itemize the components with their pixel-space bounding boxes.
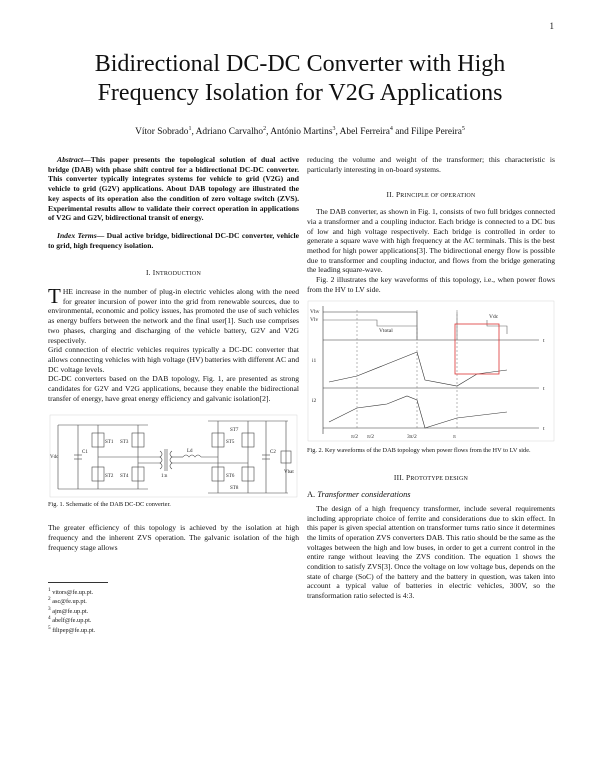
footnote-rule (48, 582, 108, 583)
page-number: 1 (549, 21, 554, 31)
section-heading-prototype: III. PROTOTYPE DESIGN (393, 473, 469, 483)
fig1-label: ST7 (230, 428, 239, 434)
intro-paragraph-3: DC-DC converters based on the DAB topology, Fig. 1, are presented as strong candidates for G2V and V2G applications, because they enable the bidirectional transfer of energy, have great energy efficiency and galvanic isolation[2]. (48, 374, 299, 403)
fig2-axis-label: t (543, 338, 545, 345)
subsection-heading-transformer: A. Transformer considerations (307, 490, 411, 500)
abstract (48, 155, 299, 223)
fig1-label: ST5 (226, 440, 235, 446)
author-list (40, 126, 560, 137)
footnote: $^3$ ajm@fe.up.pt. (48, 605, 89, 615)
drop-cap: T (48, 284, 61, 309)
right-column (307, 155, 555, 601)
fig1-label: Vdc (50, 455, 59, 461)
fig1-label: ST4 (120, 474, 129, 480)
figure-2-waveforms (307, 300, 555, 442)
footnotes (48, 582, 299, 635)
fig2-tick: π/2 (367, 434, 375, 441)
fig1-label: Ld (187, 449, 193, 455)
intro-paragraph-1: THE increase in the number of plug-in electric vehicles along with the need for greater incursion of power into the grid from renewable sources, due to environmental, economic and policy issues, has promoted the use of such vehicles as energy buffers between the network and the final user[1]. Such use comprises two phases, charging and discharging of the vehicle battery, G2V and V2G respectively. (48, 284, 299, 345)
index-terms-text: — Dual active bridge, bidirectional DC-DC converter, vehicle to grid, high frequency isolation. (48, 230, 300, 250)
prototype-paragraph-1: The design of a high frequency transformer, include several requirements including appropriate choice of ferrite and considerations due to skin effect. In this paper is given special attention on transformer turns ratio since it determines the limits of operation ZVS converters DAB. This ratio should be the same as the voltages between the high and low buses, in order to get a current control in the entire range without leaving the ZVS condition. The equation 1 shows the condition to satisfy ZVS[3]. Once the voltage on low voltage bus, depends on the state of charge (SoC) of the battery and the battery in question, was taken into account a typical value of batteries in electric vehicles, 300V, so the transformation ratio selected is 4:3. (307, 503, 555, 601)
author: António Martins (270, 127, 333, 138)
author-separator: , (191, 127, 196, 138)
footnote: $^1$ vitors@fe.up.pt. (48, 586, 94, 596)
section-heading-introduction: I. INTRODUCTION (146, 268, 201, 278)
author-separator: , (266, 127, 271, 138)
author: Vítor Sobrado (135, 127, 189, 138)
author: Abel Ferreira (339, 127, 390, 138)
author: Filipe Pereira (411, 127, 462, 138)
fig2-axis-label: t (543, 426, 545, 433)
fig2-label: Vhv (310, 309, 320, 316)
intro-paragraph-2: Grid connection of electric vehicles requires typically a DC-DC converter that allows connecting vehicles with high voltage (HV) batteries with different AC and DC voltage levels. (48, 345, 299, 374)
fig2-label: Vtotal (379, 328, 393, 335)
footnote: $^2$ asc@fe.up.pt. (48, 596, 87, 606)
figure-1-schematic (48, 413, 299, 499)
fig1-label: Vbat (284, 470, 294, 476)
fig1-label: ST6 (226, 474, 235, 480)
author-mark: 1 (188, 126, 192, 132)
figure-2-caption: Fig. 2. Key waveforms of the DAB topology when power flows from the HV to LV side. (307, 447, 531, 455)
fig1-label: ST3 (120, 440, 129, 446)
fig1-label: ST2 (105, 474, 114, 480)
author-mark: 2 (263, 126, 267, 132)
fig2-tick: 3π/2 (407, 434, 417, 441)
fig2-tick: π/2 (351, 434, 359, 441)
index-terms-label: Index Terms (57, 230, 97, 240)
fig1-label: 1:n (161, 474, 168, 480)
author-mark: 4 (389, 126, 393, 132)
footnote: $^4$ abelf@fe.up.pt. (48, 615, 92, 625)
author-separator: , (335, 127, 340, 138)
fig2-label: Vlv (310, 317, 319, 324)
right-column-head: reducing the volume and weight of the transformer; this characteristic is particularly interesting in on-board systems. (307, 155, 555, 174)
author-mark: 5 (461, 126, 465, 132)
fig2-axis-label: t (543, 386, 545, 393)
fig2-label: i1 (312, 358, 317, 365)
title-line-2: Frequency Isolation for V2G Applications (97, 80, 503, 106)
fig1-label: C2 (270, 450, 276, 456)
title-line-1: Bidirectional DC-DC Converter with High (94, 51, 506, 77)
footnote: $^5$ filipep@fe.up.pt. (48, 624, 96, 634)
abstract-text: —This paper presents the topological solution of dual active bridge (DAB) with phase shift control for a bidirectional DC-DC converter. This converter typically integrates systems for vehicle to grid (V2G) and vehicle to grid (G2V) applications. About DAB topology are illustrated the key aspects of its operation also the condition of zero voltage switch (ZVS). Experimental results allow to validate their correct operation in applications of V2G and G2V, bidirectional transit of energy. (48, 155, 299, 223)
left-column (48, 155, 299, 634)
author-separator: and (392, 127, 412, 138)
fig1-label: C1 (82, 450, 88, 456)
index-terms (48, 231, 299, 250)
fig2-label: i2 (312, 398, 317, 405)
section-heading-principle: II. PRINCIPLE OF OPERATION (386, 190, 476, 200)
author: Adriano Carvalho (195, 127, 264, 138)
paper-title (40, 50, 560, 108)
left-column-tail: The greater efficiency of this topology is achieved by the isolation at high frequency and the inherent ZVS operation. The galvanic isolation of the high frequency stage allows (48, 523, 299, 552)
author-mark: 3 (332, 126, 336, 132)
fig1-label: ST8 (230, 486, 239, 492)
principle-paragraph-2: Fig. 2 illustrates the key waveforms of this topology, i.e., when power flows from the HV to LV side. (307, 275, 555, 294)
principle-paragraph-1: The DAB converter, as shown in Fig. 1, consists of two full bridges connected via a transformer and a coupling inductor. Each bridge is connected to a DC bus of low and high voltage respectively. Each bridge is controlled in order to generate a square wave with high frequency at the AC terminals. This is the best method for high power applications[3]. The bidirectional energy flow is possible due to transformer and coupling inductor, and flows from the bridge generating the leading square-wave. (307, 207, 555, 275)
fig1-label: ST1 (105, 440, 114, 446)
figure-1-caption: Fig. 1. Schematic of the DAB DC-DC converter. (48, 501, 171, 509)
fig2-tick: π (453, 434, 456, 441)
abstract-label: Abstract (57, 155, 84, 164)
fig2-label: Vdc (489, 314, 499, 321)
